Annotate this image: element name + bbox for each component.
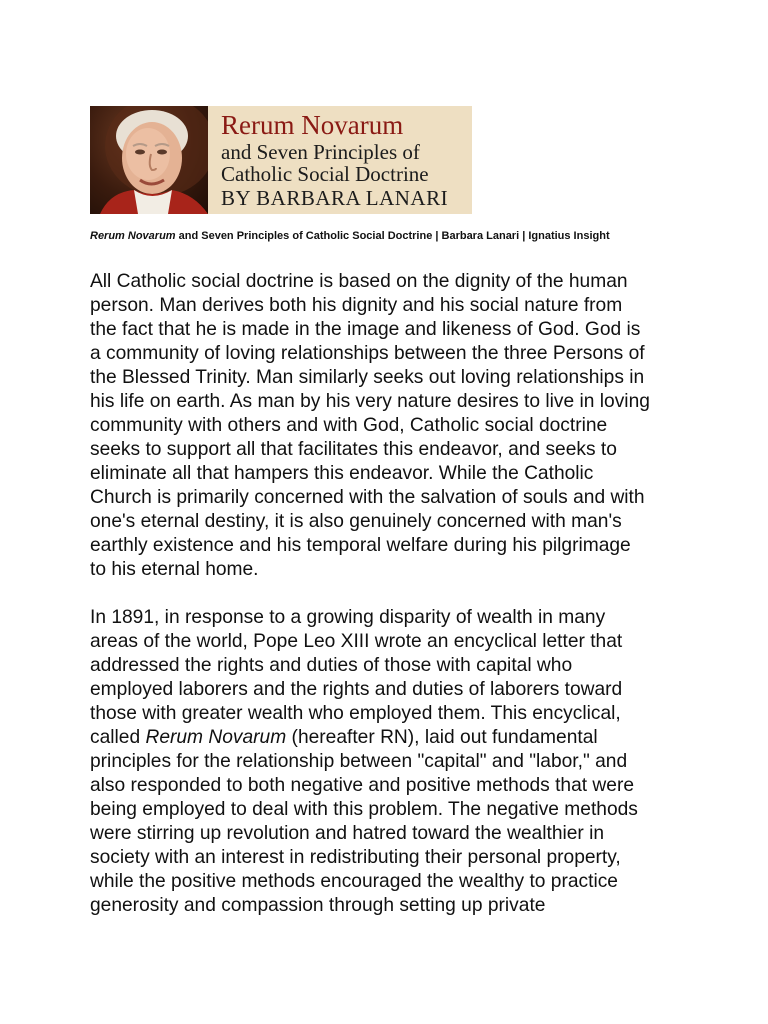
banner-title: Rerum Novarum (221, 110, 404, 140)
banner-author: BY BARBARA LANARI (221, 186, 449, 210)
text-line: addressed the rights and duties of those with capital who (90, 655, 573, 676)
text-line: being employed to deal with this problem. The negative methods (90, 799, 638, 820)
text-line: to his eternal home. (90, 559, 259, 580)
text-line: employed laborers and the rights and duties of laborers toward (90, 679, 623, 700)
article-body (90, 270, 690, 942)
text-segment: called (90, 727, 146, 748)
text-line: Church is primarily concerned with the salvation of souls and with (90, 487, 645, 508)
text-line: were stirring up revolution and hatred toward the wealthier in (90, 823, 605, 844)
text-line: one's eternal destiny, it is also genuinely concerned with man's (90, 511, 622, 532)
text-line-mixed (90, 726, 690, 750)
caption-rest: and Seven Principles of Catholic Social Doctrine | Barbara Lanari | Ignatius Insight (175, 230, 610, 242)
article-banner (90, 106, 472, 214)
banner-subtitle-line2: Catholic Social Doctrine (221, 162, 429, 186)
text-line: principles for the relationship between "capital" and "labor," and (90, 751, 628, 772)
portrait-image (90, 106, 208, 214)
text-line: his life on earth. As man by his very nature desires to live in loving (90, 391, 650, 412)
text-line: the fact that he is made in the image and likeness of God. God is (90, 319, 641, 340)
text-line: generosity and compassion through setting up private (90, 895, 546, 916)
text-line: person. Man derives both his dignity and his social nature from (90, 295, 623, 316)
portrait-illustration (90, 106, 208, 214)
text-line: In 1891, in response to a growing disparity of wealth in many (90, 607, 606, 628)
banner-text (221, 110, 466, 211)
encyclical-title-italic: Rerum Novarum (145, 727, 287, 748)
caption-italic-title: Rerum Novarum (90, 230, 176, 242)
text-line: eliminate all that hampers this endeavor. While the Catholic (90, 463, 594, 484)
text-line: the Blessed Trinity. Man similarly seeks out loving relationships in (90, 367, 645, 388)
text-segment: (hereafter RN), laid out fundamental (286, 727, 598, 748)
text-line: society with an interest in redistributing their personal property, (90, 847, 621, 868)
image-caption (90, 229, 610, 243)
text-line: All Catholic social doctrine is based on the dignity of the human (90, 271, 628, 292)
paragraph-1 (90, 270, 690, 582)
text-line: earthly existence and his temporal welfare during his pilgrimage (90, 535, 631, 556)
text-line: those with greater wealth who employed them. This encyclical, (90, 703, 621, 724)
text-line: a community of loving relationships between the three Persons of (90, 343, 645, 364)
text-line: community with others and with God, Catholic social doctrine (90, 415, 608, 436)
text-line: areas of the world, Pope Leo XIII wrote an encyclical letter that (90, 631, 623, 652)
text-line: while the positive methods encouraged the wealthy to practice (90, 871, 618, 892)
text-line: seeks to support all that facilitates this endeavor, and seeks to (90, 439, 617, 460)
text-line: also responded to both negative and positive methods that were (90, 775, 635, 796)
paragraph-2 (90, 606, 690, 918)
banner-subtitle-line1: and Seven Principles of (221, 140, 420, 164)
